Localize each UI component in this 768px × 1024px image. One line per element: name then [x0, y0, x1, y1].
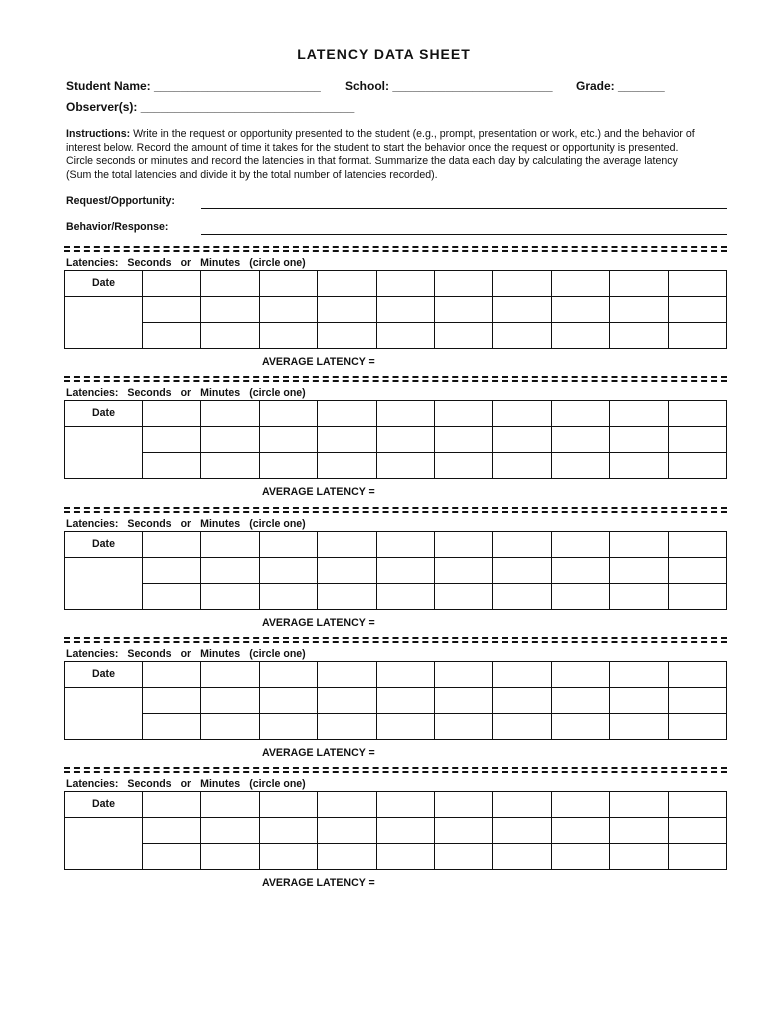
date-header-cell [65, 401, 143, 427]
latency-cell[interactable] [201, 558, 259, 584]
latency-cell[interactable] [259, 323, 317, 349]
latency-cell[interactable] [551, 297, 609, 323]
latency-cell[interactable] [259, 688, 317, 714]
table-row [65, 792, 727, 818]
latency-cell[interactable] [201, 584, 259, 610]
date-header-cell [65, 662, 143, 688]
latency-cell[interactable] [259, 792, 317, 818]
latency-cell[interactable] [493, 271, 551, 297]
average-latency-label: AVERAGE LATENCY = [262, 486, 375, 498]
latency-cell[interactable] [668, 297, 726, 323]
observers-field[interactable]: Observer(s): ________________________________ [66, 100, 355, 114]
date-header-cell [65, 271, 143, 297]
latency-cell[interactable] [318, 401, 376, 427]
table-row [65, 401, 727, 427]
latencies-label [66, 518, 315, 530]
date-label: Date [92, 277, 115, 289]
request-opportunity-line[interactable] [201, 208, 727, 209]
latency-cell[interactable] [259, 558, 317, 584]
dashed-divider [64, 641, 727, 643]
latency-cell[interactable] [551, 453, 609, 479]
latency-cell[interactable] [201, 714, 259, 740]
seconds-option[interactable]: Seconds [127, 778, 172, 790]
or-text: or [180, 387, 192, 399]
latency-cell[interactable] [493, 532, 551, 558]
dashed-divider [64, 250, 727, 252]
latency-cell[interactable] [143, 662, 201, 688]
minutes-option[interactable]: Minutes [200, 648, 241, 660]
date-header-cell [65, 532, 143, 558]
latency-cell[interactable] [668, 401, 726, 427]
latency-cell[interactable] [318, 844, 376, 870]
latency-cell[interactable] [493, 662, 551, 688]
average-latency-label: AVERAGE LATENCY = [262, 747, 375, 759]
latency-cell[interactable] [376, 427, 434, 453]
latency-cell[interactable] [551, 818, 609, 844]
latency-cell[interactable] [610, 401, 668, 427]
latency-cell[interactable] [610, 453, 668, 479]
latency-cell[interactable] [493, 844, 551, 870]
average-latency-label: AVERAGE LATENCY = [262, 356, 375, 368]
dashed-divider [64, 246, 727, 248]
latency-cell[interactable] [668, 792, 726, 818]
instructions [66, 128, 706, 182]
latency-cell[interactable] [493, 453, 551, 479]
date-header-cell [65, 792, 143, 818]
latency-cell[interactable] [551, 271, 609, 297]
date-label: Date [92, 538, 115, 550]
table-row [65, 532, 727, 558]
latency-cell[interactable] [551, 688, 609, 714]
or-text: or [180, 518, 192, 530]
latency-cell[interactable] [434, 453, 492, 479]
latency-cell[interactable] [201, 323, 259, 349]
dashed-divider [64, 376, 727, 378]
latency-cell[interactable] [259, 714, 317, 740]
date-value-cell[interactable] [65, 688, 143, 740]
average-latency-label: AVERAGE LATENCY = [262, 877, 375, 889]
latency-cell[interactable] [434, 584, 492, 610]
latency-cell[interactable] [259, 532, 317, 558]
latency-cell[interactable] [668, 532, 726, 558]
latency-cell[interactable] [668, 427, 726, 453]
latency-cell[interactable] [376, 401, 434, 427]
latency-cell[interactable] [434, 297, 492, 323]
latencies-label [66, 648, 315, 660]
latency-cell[interactable] [318, 662, 376, 688]
table-row [65, 271, 727, 297]
latency-cell[interactable] [318, 323, 376, 349]
latency-cell[interactable] [376, 558, 434, 584]
date-value-cell[interactable] [65, 297, 143, 349]
table-row [65, 818, 727, 844]
latency-cell[interactable] [610, 323, 668, 349]
latency-cell[interactable] [318, 792, 376, 818]
instructions-label: Instructions: [66, 128, 131, 140]
table-row [65, 558, 727, 584]
latency-cell[interactable] [434, 818, 492, 844]
behavior-response-label: Behavior/Response: [66, 221, 169, 233]
latency-cell[interactable] [259, 844, 317, 870]
latency-table [64, 791, 727, 870]
latency-cell[interactable] [318, 584, 376, 610]
date-value-cell[interactable] [65, 427, 143, 479]
latency-cell[interactable] [318, 714, 376, 740]
latency-cell[interactable] [610, 662, 668, 688]
dashed-divider [64, 767, 727, 769]
latency-cell[interactable] [434, 688, 492, 714]
latency-cell[interactable] [201, 792, 259, 818]
or-text: or [180, 257, 192, 269]
table-row [65, 662, 727, 688]
latency-cell[interactable] [143, 688, 201, 714]
latency-table [64, 400, 727, 479]
latency-cell[interactable] [493, 297, 551, 323]
seconds-option[interactable]: Seconds [127, 387, 172, 399]
seconds-option[interactable]: Seconds [127, 648, 172, 660]
instructions-text: Write in the request or opportunity presented to the student (e.g., prompt, presentation or work, etc.) and the behavior of interest below. Record the amount of time it takes for the student to start the behavior once the request or opportunity is presented. Circle seconds or minutes and record the latencies in that format. Summarize the data each day by calculating the average latency (Sum the total latencies and divide it by the total number of latencies recorded). [66, 128, 695, 181]
latency-cell[interactable] [668, 453, 726, 479]
table-row [65, 297, 727, 323]
latency-cell[interactable] [143, 714, 201, 740]
table-row [65, 427, 727, 453]
latency-cell[interactable] [318, 453, 376, 479]
latency-cell[interactable] [201, 532, 259, 558]
circle-one-text: (circle one) [249, 778, 306, 790]
latency-cell[interactable] [376, 662, 434, 688]
table-row [65, 844, 727, 870]
latency-cell[interactable] [259, 401, 317, 427]
latency-cell[interactable] [493, 323, 551, 349]
latency-cell[interactable] [318, 427, 376, 453]
latency-cell[interactable] [610, 297, 668, 323]
latency-cell[interactable] [668, 323, 726, 349]
latencies-label [66, 778, 315, 790]
latency-cell[interactable] [551, 584, 609, 610]
latency-cell[interactable] [493, 688, 551, 714]
table-row [65, 714, 727, 740]
circle-one-text: (circle one) [249, 387, 306, 399]
school-field[interactable]: School: ________________________ [345, 79, 553, 93]
latency-cell[interactable] [376, 844, 434, 870]
latencies-text: Latencies: [66, 518, 119, 530]
latencies-text: Latencies: [66, 648, 119, 660]
latency-cell[interactable] [376, 584, 434, 610]
latency-cell[interactable] [493, 818, 551, 844]
table-row [65, 584, 727, 610]
latencies-label [66, 257, 315, 269]
latency-cell[interactable] [668, 818, 726, 844]
latencies-text: Latencies: [66, 387, 119, 399]
seconds-option[interactable]: Seconds [127, 257, 172, 269]
table-row [65, 323, 727, 349]
latency-cell[interactable] [610, 688, 668, 714]
latency-cell[interactable] [376, 323, 434, 349]
seconds-option[interactable]: Seconds [127, 518, 172, 530]
latency-cell[interactable] [610, 792, 668, 818]
latency-cell[interactable] [434, 532, 492, 558]
latency-cell[interactable] [143, 532, 201, 558]
latency-cell[interactable] [551, 532, 609, 558]
latency-cell[interactable] [610, 714, 668, 740]
latency-cell[interactable] [493, 792, 551, 818]
minutes-option[interactable]: Minutes [200, 387, 241, 399]
dashed-divider [64, 380, 727, 382]
latency-cell[interactable] [376, 532, 434, 558]
latency-cell[interactable] [201, 844, 259, 870]
dashed-divider [64, 507, 727, 509]
minutes-option[interactable]: Minutes [200, 778, 241, 790]
average-latency-label: AVERAGE LATENCY = [262, 617, 375, 629]
latency-cell[interactable] [434, 558, 492, 584]
latency-cell[interactable] [143, 584, 201, 610]
latency-cell[interactable] [610, 818, 668, 844]
latency-cell[interactable] [143, 453, 201, 479]
latency-cell[interactable] [201, 297, 259, 323]
latency-cell[interactable] [376, 714, 434, 740]
latency-cell[interactable] [318, 532, 376, 558]
latency-cell[interactable] [610, 532, 668, 558]
latency-cell[interactable] [434, 401, 492, 427]
latency-cell[interactable] [434, 271, 492, 297]
latency-cell[interactable] [143, 427, 201, 453]
latency-cell[interactable] [493, 558, 551, 584]
latencies-text: Latencies: [66, 778, 119, 790]
latency-cell[interactable] [318, 558, 376, 584]
latency-cell[interactable] [551, 844, 609, 870]
latency-cell[interactable] [376, 818, 434, 844]
latency-cell[interactable] [551, 427, 609, 453]
or-text: or [180, 778, 192, 790]
date-label: Date [92, 798, 115, 810]
latency-cell[interactable] [493, 427, 551, 453]
latency-cell[interactable] [143, 297, 201, 323]
latency-cell[interactable] [668, 844, 726, 870]
latency-cell[interactable] [551, 714, 609, 740]
student-name-field[interactable]: Student Name: _________________________ [66, 79, 321, 93]
latency-cell[interactable] [610, 558, 668, 584]
table-row [65, 453, 727, 479]
dashed-divider [64, 511, 727, 513]
latency-cell[interactable] [259, 662, 317, 688]
latency-cell[interactable] [318, 688, 376, 714]
latency-cell[interactable] [434, 323, 492, 349]
latency-cell[interactable] [493, 714, 551, 740]
latency-cell[interactable] [201, 662, 259, 688]
latency-cell[interactable] [143, 844, 201, 870]
date-label: Date [92, 407, 115, 419]
latency-cell[interactable] [376, 271, 434, 297]
latency-cell[interactable] [551, 792, 609, 818]
latency-cell[interactable] [318, 818, 376, 844]
latency-cell[interactable] [434, 427, 492, 453]
minutes-option[interactable]: Minutes [200, 518, 241, 530]
latency-cell[interactable] [668, 662, 726, 688]
latency-cell[interactable] [551, 323, 609, 349]
latency-cell[interactable] [143, 401, 201, 427]
grade-field[interactable]: Grade: _______ [576, 79, 665, 93]
latency-cell[interactable] [434, 792, 492, 818]
request-opportunity-label: Request/Opportunity: [66, 195, 175, 207]
latency-cell[interactable] [668, 688, 726, 714]
circle-one-text: (circle one) [249, 518, 306, 530]
latency-cell[interactable] [434, 844, 492, 870]
latency-cell[interactable] [551, 662, 609, 688]
latency-table [64, 531, 727, 610]
page-title: LATENCY DATA SHEET [297, 46, 471, 62]
latency-cell[interactable] [201, 453, 259, 479]
latency-cell[interactable] [434, 662, 492, 688]
latency-cell[interactable] [259, 584, 317, 610]
table-row [65, 688, 727, 714]
latency-table [64, 270, 727, 349]
latency-cell[interactable] [376, 688, 434, 714]
latency-cell[interactable] [376, 792, 434, 818]
latency-cell[interactable] [201, 818, 259, 844]
date-label: Date [92, 668, 115, 680]
latency-cell[interactable] [259, 297, 317, 323]
date-value-cell[interactable] [65, 558, 143, 610]
latency-cell[interactable] [610, 271, 668, 297]
latency-cell[interactable] [551, 558, 609, 584]
circle-one-text: (circle one) [249, 257, 306, 269]
latency-cell[interactable] [143, 818, 201, 844]
latency-cell[interactable] [143, 558, 201, 584]
latency-cell[interactable] [434, 714, 492, 740]
latency-cell[interactable] [201, 427, 259, 453]
latency-cell[interactable] [493, 584, 551, 610]
latency-cell[interactable] [376, 453, 434, 479]
latency-cell[interactable] [259, 427, 317, 453]
dashed-divider [64, 771, 727, 773]
latency-cell[interactable] [668, 558, 726, 584]
latencies-label [66, 387, 315, 399]
dashed-divider [64, 637, 727, 639]
behavior-response-line[interactable] [201, 234, 727, 235]
latency-cell[interactable] [201, 271, 259, 297]
date-value-cell[interactable] [65, 818, 143, 870]
latency-cell[interactable] [143, 271, 201, 297]
latencies-text: Latencies: [66, 257, 119, 269]
latency-cell[interactable] [318, 271, 376, 297]
latency-cell[interactable] [610, 427, 668, 453]
latency-cell[interactable] [259, 818, 317, 844]
latency-cell[interactable] [668, 714, 726, 740]
latency-cell[interactable] [143, 323, 201, 349]
latency-cell[interactable] [201, 401, 259, 427]
circle-one-text: (circle one) [249, 648, 306, 660]
latency-cell[interactable] [610, 584, 668, 610]
latency-table [64, 661, 727, 740]
latency-cell[interactable] [143, 792, 201, 818]
latency-cell[interactable] [259, 453, 317, 479]
latency-cell[interactable] [259, 271, 317, 297]
latency-cell[interactable] [610, 844, 668, 870]
latency-cell[interactable] [201, 688, 259, 714]
or-text: or [180, 648, 192, 660]
latency-cell[interactable] [493, 401, 551, 427]
latency-cell[interactable] [551, 401, 609, 427]
latency-cell[interactable] [318, 297, 376, 323]
minutes-option[interactable]: Minutes [200, 257, 241, 269]
latency-cell[interactable] [376, 297, 434, 323]
latency-cell[interactable] [668, 584, 726, 610]
latency-cell[interactable] [668, 271, 726, 297]
